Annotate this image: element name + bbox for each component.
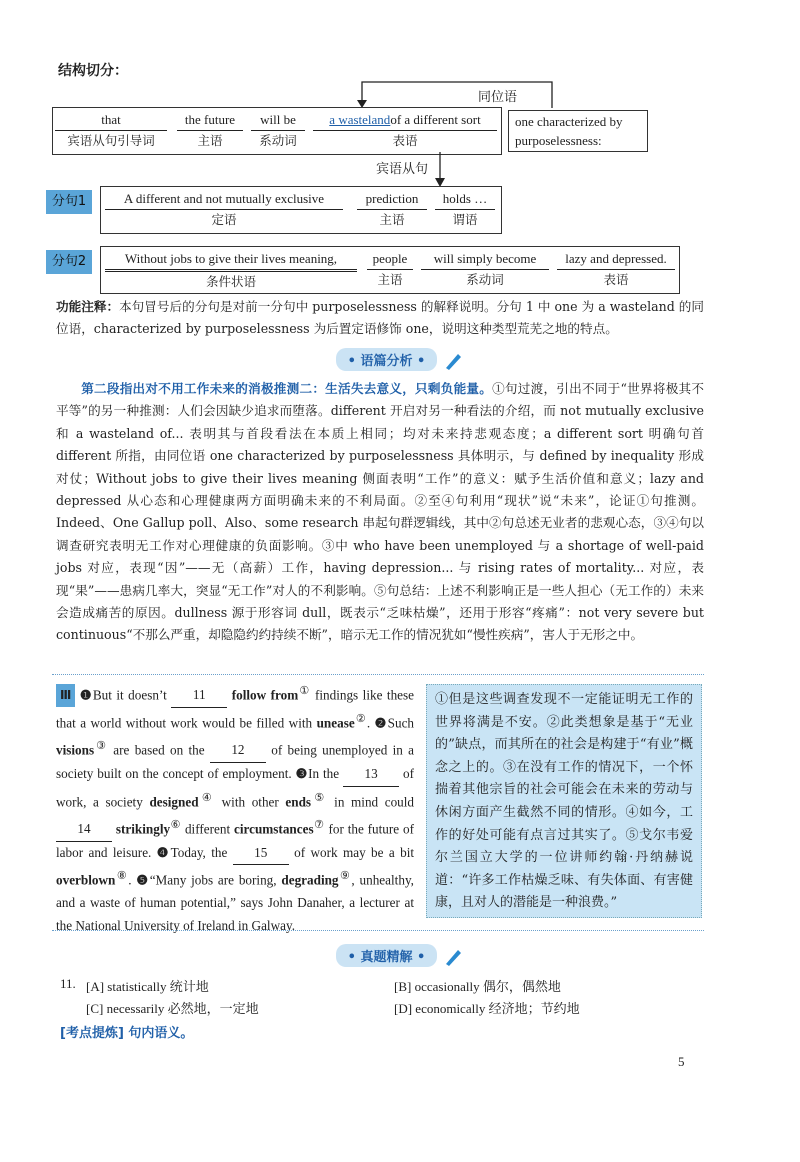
cell-people: people 主语 [367, 249, 413, 290]
clause1-tag: 分句1 [46, 190, 92, 214]
sentence-3-marker: ❸ [295, 765, 309, 781]
clause2-tag: 分句2 [46, 250, 92, 274]
sentence-5-marker: ❺ [136, 872, 150, 888]
cell-lazy-depressed: lazy and depressed. 表语 [557, 249, 675, 290]
passage-text: Ⅲ ❶But it doesn’t 11 follow from① findings like these that a world without work would be filled with unease②. ❷Such visions③ are based on the 12 of being unemployed in a society built on the concept of employment. ❸In the 13 of work, a society designed④ with other ends⑤ in mind could 14 strikingly⑥ different circumstances⑦ for the future of labor and leisure. ❹Today, the 15 of work may be a bit overblown⑧. ❺“Many jobs are boring, degrading⑨, unhealthy, and a waste of human potential,” says John Danaher, a lecturer at the National University of Ireland in Galway. [56, 685, 415, 933]
exam-point: [考点提炼] 句内语义。 [60, 1026, 194, 1041]
blank-14[interactable]: 14 [56, 818, 112, 842]
main-clause-box [52, 107, 502, 155]
object-clause-label: 宾语从句 [376, 162, 429, 177]
appositive-box: one characterized by purposelessness: [508, 110, 648, 152]
section-mark: Ⅲ [56, 684, 75, 707]
clause2-box [100, 246, 680, 294]
blank-15[interactable]: 15 [233, 842, 289, 866]
analysis-paragraph: 第二段指出对不用工作未来的消极推测二：生活失去意义，只剩负能量。①句过渡，引出不同于“世界将极其不平等”的另一种推测：人们会因缺少追求而堕落。different 开启对另一种看法的介绍，而 not mutually exclusive 和 a wasteland of... 表明其与首段看法在本质上相同；均对未来持悲观态度；a different sort 明确句首 different 所指，由同位语 one characterized by purposelessness 具体明示，与 defined by inequality 形成对仗；Without jobs to give their lives meaning 侧面表明“工作”的意义：赋予生活价值和意义；lazy and depressed 从心态和心理健康两方面明确未来的不利局面。②至④句利用“现状”说“未来”，论证①句推测。Indeed、One Gallup poll、Also、some research 串起句群逻辑线，其中②句总述无业者的悲观心态，③④句以调查研究表明无工作对心理健康的负面影响。③中 who have been unemployed 与 a shortage of well-paid jobs 对应，表现“因”——无（高薪）工作，having depression... 与 rising rates of mortality... 对应，表现“果”——患病几率大，突显“无工作”对人的不利影响。⑤句总结：上述不利影响正是一些人担心（无工作的）未来会造成痛苦的原因。dullness 源于形容词 dull，既表示“乏味枯燥”，还用于形容“疼痛”：not very severe but continuous“不那么严重，却隐隐约约持续不断”，暗示无工作的情况犹如“慢性疾病”，害人于无形之中。 [56, 381, 704, 643]
sentence-1-marker: ❶ [79, 687, 93, 703]
cell-holds: holds … 谓语 [435, 189, 495, 230]
pen-icon [442, 350, 464, 372]
option-a[interactable]: [A] statistically 统计地 [86, 979, 209, 994]
analysis-lead: 第二段指出对不用工作未来的消极推测二：生活失去意义，只剩负能量。 [81, 381, 493, 396]
question-number: 11. [60, 976, 76, 991]
blank-13[interactable]: 13 [343, 763, 399, 787]
pen-icon-2 [442, 946, 464, 968]
divider-top [52, 674, 704, 675]
sentence-2-marker: ❷ [374, 715, 388, 731]
sentence-4-marker: ❹ [156, 844, 171, 860]
option-d[interactable]: [D] economically 经济地；节约地 [394, 1001, 580, 1016]
cell-condition: Without jobs to give their lives meaning, 条件状语 [105, 249, 357, 292]
blank-11[interactable]: 11 [171, 684, 227, 708]
translation-box: ①但是这些调查发现不一定能证明无工作的世界将满是不安。②此类想象是基于“无业的”缺点，而其所在的社会是构建于“有业”概念之上的。③在没有工作的情况下，一个怀揣着其他宗旨的社会可能会在未来的劳动与休闲方面产生截然不同的情形。④如今，工作的好处可能有点言过其实了。⑤戈尔韦爱尔兰国立大学的一位讲师约翰·丹纳赫说道：“许多工作枯燥乏味、有失体面、有害健康，且对人的潜能是一种浪费。” [426, 684, 702, 918]
structure-title: 结构切分： [58, 63, 128, 79]
cell-prediction: prediction 主语 [357, 189, 427, 230]
divider-bottom [52, 930, 704, 931]
blank-12[interactable]: 12 [210, 739, 266, 763]
cell-wasteland: a wastelandof a different sort 表语 [313, 110, 497, 151]
cell-the-future: the future 主语 [177, 110, 243, 151]
cell-will-simply-become: will simply become 系动词 [421, 249, 549, 290]
wasteland-highlight: a wasteland [329, 112, 391, 127]
cell-will-be: will be 系动词 [251, 110, 305, 151]
analysis-heading: • 语篇分析 • [280, 348, 520, 372]
page-number: 5 [678, 1054, 685, 1069]
appositive-label: 同位语 [478, 90, 518, 105]
cell-attributive: A different and not mutually exclusive 定语 [105, 189, 343, 230]
questions-heading: • 真题精解 • [280, 944, 520, 968]
clause1-box [100, 186, 502, 234]
option-c[interactable]: [C] necessarily 必然地，一定地 [86, 1001, 259, 1016]
option-b[interactable]: [B] occasionally 偶尔，偶然地 [394, 979, 561, 994]
cell-that: that 宾语从句引导词 [55, 110, 167, 151]
appositive-arrow [300, 76, 580, 110]
function-note: 功能注释：本句冒号后的分句是对前一分句中 purposelessness 的解释说明。分句 1 中 one 为 a wasteland 的同位语，characterized by purposelessness 为后置定语修饰 one，说明这种类型荒芜之地的特点。 [56, 299, 704, 337]
